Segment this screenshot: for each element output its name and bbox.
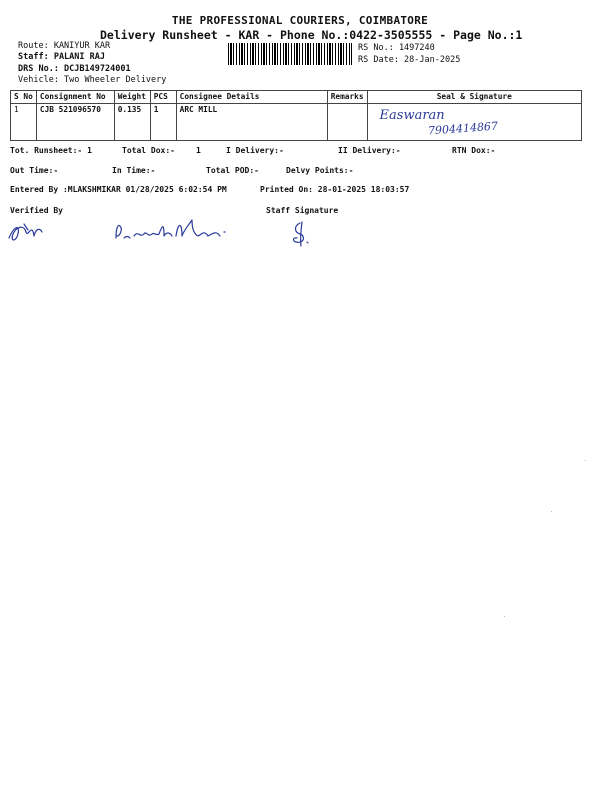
column-header: PCS [150,91,176,104]
drs-number: DRS No.: DCJB149724001 [18,64,131,74]
staff-name-signature [112,218,232,244]
barcode [228,43,352,65]
pcs-cell: 1 [150,104,176,141]
runsheet-title: Delivery Runsheet - KAR - Phone No.:0422-3505555 - Page No.:1 [100,28,523,42]
rs-date: RS Date: 28-Jan-2025 [358,55,461,65]
consignee-cell: ARC MILL [176,104,327,141]
column-header: Weight [114,91,150,104]
column-header: Consignment No [36,91,114,104]
scan-speck [551,511,552,512]
seal-signature-cell [367,104,581,141]
column-header: Remarks [327,91,367,104]
column-header: S No [11,91,37,104]
staff-signature-label: Staff Signature [266,206,339,215]
total-pod: Total POD:- [206,166,259,175]
staff-signature [288,220,314,248]
remarks-cell [327,104,367,141]
out-time: Out Time:- [10,166,59,175]
scan-speck [504,616,505,617]
rtn-dox: RTN Dox:- [452,146,496,155]
total-dox-label: Total Dox:- [122,146,175,155]
scan-speck [585,460,586,461]
column-header: Consignee Details [176,91,327,104]
i-delivery: I Delivery:- [226,146,284,155]
handwritten-phone: 7904414867 [427,119,498,138]
weight-cell: 0.135 [114,104,150,141]
vehicle-label: Vehicle: Two Wheeler Delivery [18,75,167,85]
entered-by: Entered By :MLAKSHMIKAR 01/28/2025 6:02:54 PM [10,185,227,194]
in-time: In Time:- [112,166,156,175]
consignment-cell: CJB 521096570 [36,104,114,141]
verifier-signature [6,218,46,246]
company-name: THE PROFESSIONAL COURIERS, COIMBATORE [171,14,429,27]
route-label: Route: KANIYUR KAR [18,41,111,51]
delvy-points: Delvy Points:- [286,166,354,175]
ii-delivery: II Delivery:- [338,146,401,155]
column-header: Seal & Signature [367,91,581,104]
staff-label: Staff: PALANI RAJ [18,52,105,62]
printed-on: Printed On: 28-01-2025 18:03:57 [260,185,410,194]
verified-by-label: Verified By [10,206,63,215]
serial-cell: 1 [11,104,37,141]
tot-runsheet: Tot. Runsheet:- 1 [10,146,92,155]
runsheet-table [10,90,582,141]
handwritten-name: Easwaran [379,108,445,123]
rs-number: RS No.: 1497240 [358,43,435,53]
table-row [11,104,582,141]
total-dox-value: 1 [196,146,201,155]
table-header-row [11,91,582,104]
